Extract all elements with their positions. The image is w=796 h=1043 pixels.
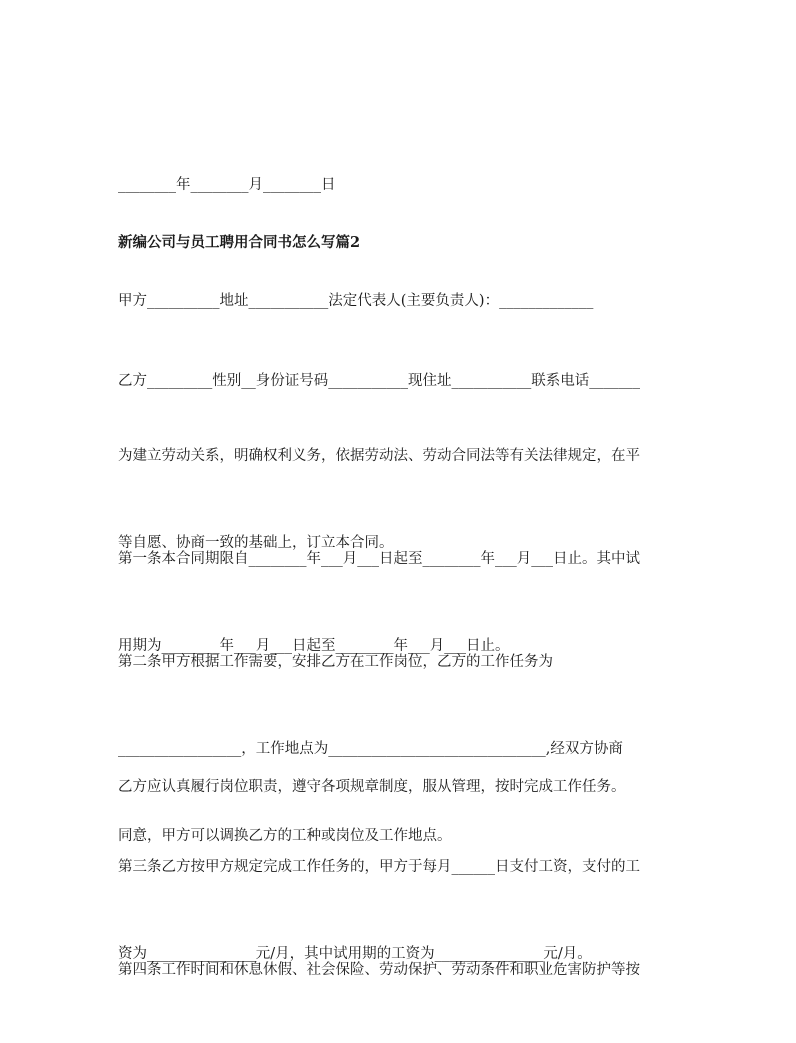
article-3-line-1: 第三条乙方按甲方规定完成工作任务的，甲方于每月______日支付工资，支付的工 [118,859,640,875]
party-b-text: 乙方_________性别__身份证号码___________现住址___________联系电话_______ [118,373,640,389]
article-2-line-1: 第二条甲方根据工作需要，安排乙方在工作岗位，乙方的工作任务为 [118,654,553,670]
party-a-text: 甲方__________地址___________法定代表人(主要负责人)：_____________ [118,293,594,309]
intro-line-1: 为建立劳动关系，明确权利义务，依据劳动法、劳动合同法等有关法律规定，在平 [118,448,640,464]
date-line-text: ________年________月________日 [118,177,336,193]
article-4-line-1: 第四条工作时间和休息休假、社会保险、劳动保护、劳动条件和职业危害防护等按 [118,962,640,978]
duty-line: 乙方应认真履行岗位职责，遵守各项规章制度，服从管理，按时完成工作任务。 [118,779,626,795]
article-1-line-1: 第一条本合同期限自________年___月___日起至________年___月___日止。其中试 [118,551,640,567]
article-4-paragraph [118,898,683,1043]
article-2-line-3: 同意，甲方可以调换乙方的工种或岗位及工作地点。 [118,828,452,844]
section-heading-text: 新编公司与员工聘用合同书怎么写篇2 [118,234,361,251]
article-3-line-2: 资为_______________元/月，其中试用期的工资为_______________元/月。 [118,946,592,962]
article-2-line-2: _________________，工作地点为______________________________,经双方协商 [118,741,623,757]
intro-line-2: 等自愿、协商一致的基础上，订立本合同。 [118,535,394,551]
article-1-line-2: 用期为________年___月___日起至________年___月___日止。 [118,638,510,654]
